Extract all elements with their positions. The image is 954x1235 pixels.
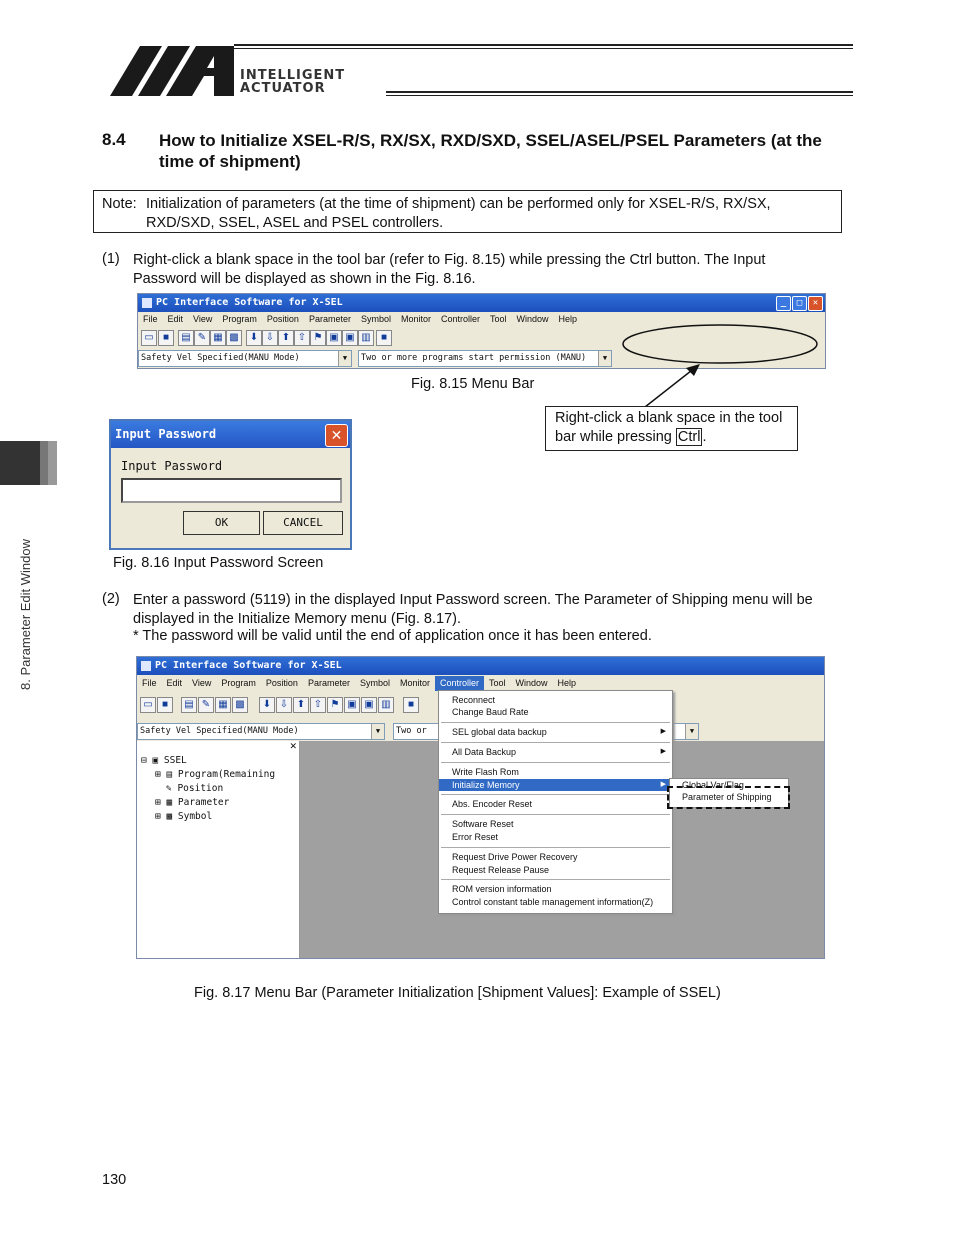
window-titlebar: PC Interface Software for X-SEL _ □ ✕ <box>138 294 825 312</box>
combo-dropdown[interactable] <box>673 723 699 740</box>
highlight-box <box>667 786 790 809</box>
close-button[interactable]: ✕ <box>808 296 823 311</box>
chevron-down-icon[interactable]: ▼ <box>338 351 351 366</box>
safety-vel-combo[interactable]: Safety Vel Specified(MANU Mode) ▼ <box>138 350 352 367</box>
minimize-button[interactable]: _ <box>776 296 791 311</box>
menu-item-reconnect[interactable]: Reconnect <box>452 695 496 705</box>
step-number: (2) <box>102 591 120 607</box>
menu-parameter[interactable]: Parameter <box>308 314 351 324</box>
menu-controller[interactable]: Controller <box>441 314 481 324</box>
menu-program[interactable]: Program <box>222 314 257 324</box>
fig15-caption: Fig. 8.15 Menu Bar <box>411 376 535 392</box>
header-rule <box>234 44 853 46</box>
menu-tool[interactable]: Tool <box>489 678 506 688</box>
menu-tool[interactable]: Tool <box>490 314 507 324</box>
flag-icon[interactable]: ⚑ <box>310 330 326 346</box>
menu-file[interactable]: File <box>142 678 157 688</box>
tree-item-program[interactable]: ⊞ ▤ Program(Remaining <box>155 769 276 780</box>
chapter-label: 8. Parameter Edit Window <box>18 538 33 690</box>
menu-help[interactable]: Help <box>557 678 577 688</box>
menu-separator <box>441 722 670 723</box>
section-title: How to Initialize XSEL-R/S, RX/SX, RXD/SXD, SSEL/ASEL/PSEL Parameters (at the time of shipment) <box>159 131 822 171</box>
submenu-arrow-icon: ▶ <box>660 781 666 788</box>
start-permission-combo[interactable]: Two or <box>393 723 441 740</box>
app-icon <box>142 298 152 308</box>
menu-item-control-constant-table[interactable]: Control constant table management information(Z) <box>452 897 654 907</box>
menu-item-rom-version[interactable]: ROM version information <box>452 884 552 894</box>
menu-item-all-data-backup[interactable]: All Data Backup ▶ <box>452 747 666 757</box>
chapter-tab-stripe <box>48 441 57 485</box>
submenu-arrow-icon: ▶ <box>660 748 666 755</box>
callout-arrow <box>620 322 825 412</box>
menu-item-parameter-of-shipping[interactable]: Parameter of Shipping <box>682 792 772 802</box>
cancel-button[interactable]: CANCEL <box>263 511 343 535</box>
menu-item-abs-encoder-reset[interactable]: Abs. Encoder Reset <box>452 799 533 809</box>
display-icon[interactable]: ▥ <box>358 330 374 346</box>
monitor-alt-icon[interactable]: ▣ <box>361 697 377 713</box>
menu-item-global-var-flag[interactable]: Global Var/Flag <box>682 780 744 790</box>
logo-wordmark: INTELLIGENT ACTUATOR <box>240 68 346 96</box>
menu-position[interactable]: Position <box>265 678 298 688</box>
menu-separator <box>441 814 670 815</box>
fig17-caption: Fig. 8.17 Menu Bar (Parameter Initialization [Shipment Values]: Example of SSEL) <box>194 985 721 1001</box>
header-rule <box>234 48 853 49</box>
chevron-down-icon[interactable]: ▼ <box>685 724 698 739</box>
menu-edit[interactable]: Edit <box>167 314 184 324</box>
submenu-arrow-icon: ▶ <box>660 728 666 735</box>
header-rule <box>386 95 853 96</box>
tree-root[interactable]: ⊟ ▣ SSEL <box>141 755 187 766</box>
menu-separator <box>441 847 670 848</box>
download-icon[interactable]: ⬇ <box>259 697 275 713</box>
menu-help[interactable]: Help <box>558 314 578 324</box>
parameter-icon[interactable]: ▦ <box>210 330 226 346</box>
upload-alt-icon[interactable]: ⇧ <box>294 330 310 346</box>
monitor-alt-icon[interactable]: ▣ <box>342 330 358 346</box>
close-icon[interactable]: ✕ <box>325 424 348 447</box>
symbol-icon[interactable]: ▩ <box>232 697 248 713</box>
step-subnote: * The password will be valid until the end of application once it has been entered. <box>133 628 652 644</box>
close-icon[interactable]: ✕ <box>289 741 297 751</box>
password-label: Input Password <box>121 459 223 473</box>
menu-item-write-flash-rom[interactable]: Write Flash Rom <box>452 767 519 777</box>
header-rule <box>386 91 853 93</box>
stop-icon[interactable]: ■ <box>403 697 419 713</box>
ok-button[interactable]: OK <box>183 511 260 535</box>
note-box <box>93 190 842 233</box>
menu-separator <box>441 742 670 743</box>
dialog-title: Input Password <box>111 421 350 448</box>
tree-panel <box>137 741 300 958</box>
note-label: Note: <box>102 196 137 212</box>
download-icon[interactable]: ⬇ <box>246 330 262 346</box>
flag-icon[interactable]: ⚑ <box>327 697 343 713</box>
download-alt-icon[interactable]: ⇩ <box>262 330 278 346</box>
stop-icon[interactable]: ■ <box>376 330 392 346</box>
page-number: 130 <box>102 1172 127 1188</box>
upload-alt-icon[interactable]: ⇧ <box>310 697 326 713</box>
menu-separator <box>441 794 670 795</box>
menu-separator <box>441 879 670 880</box>
menu-position[interactable]: Position <box>266 314 299 324</box>
menu-controller[interactable]: Controller <box>435 676 484 691</box>
menu-program[interactable]: Program <box>221 678 256 688</box>
ctrl-key: Ctrl <box>677 429 701 445</box>
upload-icon[interactable]: ⬆ <box>278 330 294 346</box>
position-icon[interactable]: ✎ <box>194 330 210 346</box>
menu-window[interactable]: Window <box>516 314 549 324</box>
safety-vel-combo[interactable]: Safety Vel Specified(MANU Mode) ▼ <box>137 723 385 740</box>
step-text: Enter a password (5119) in the displayed Input Password screen. The Parameter of Shipping menu will be displayed in the Initialize Memory menu (Fig. 8.17). <box>133 592 813 627</box>
step-number: (1) <box>102 251 120 267</box>
parameter-icon[interactable]: ▦ <box>215 697 231 713</box>
chapter-tab-stripe <box>40 441 48 485</box>
fig16-caption: Fig. 8.16 Input Password Screen <box>113 555 324 571</box>
menu-monitor[interactable]: Monitor <box>399 678 430 688</box>
menu-item-change-baud-rate[interactable]: Change Baud Rate <box>452 707 529 717</box>
menu-separator <box>441 762 670 763</box>
password-input[interactable] <box>121 478 342 503</box>
menu-parameter[interactable]: Parameter <box>307 678 350 688</box>
program-icon[interactable]: ▤ <box>178 330 194 346</box>
symbol-icon[interactable]: ▩ <box>226 330 242 346</box>
display-icon[interactable]: ▥ <box>378 697 394 713</box>
controller-dropdown <box>438 690 673 914</box>
download-alt-icon[interactable]: ⇩ <box>276 697 292 713</box>
menu-item-error-reset[interactable]: Error Reset <box>452 832 499 842</box>
save-icon[interactable]: ■ <box>157 697 173 713</box>
tree-item-position[interactable]: ✎ Position <box>166 783 224 794</box>
menu-file[interactable]: File <box>143 314 158 324</box>
step-text: Right-click a blank space in the tool bar (refer to Fig. 8.15) while pressing the Ctrl button. The Input Password will be displayed as shown in the Fig. 8.16. <box>133 252 766 287</box>
menu-item-sel-global-backup[interactable]: SEL global data backup ▶ <box>452 727 666 737</box>
window-titlebar: PC Interface Software for X-SEL <box>137 657 824 675</box>
note-text: Initialization of parameters (at the time of shipment) can be performed only for XSEL-R/S, RX/SX, RXD/SXD, SSEL, ASEL and PSEL controllers. <box>146 196 771 231</box>
menu-bar <box>137 676 824 691</box>
tree-item-parameter[interactable]: ⊞ ▦ Parameter <box>155 797 230 808</box>
tree-item-symbol[interactable]: ⊞ ▩ Symbol <box>155 811 213 822</box>
chevron-down-icon[interactable]: ▼ <box>598 351 611 366</box>
section-number: 8.4 <box>102 130 126 149</box>
chevron-down-icon[interactable]: ▼ <box>371 724 384 739</box>
menu-item-drive-power-recovery[interactable]: Request Drive Power Recovery <box>452 852 578 862</box>
menu-item-software-reset[interactable]: Software Reset <box>452 819 514 829</box>
program-icon[interactable]: ▤ <box>181 697 197 713</box>
input-password-dialog <box>109 419 352 550</box>
menu-item-initialize-memory[interactable]: Initialize Memory ▶ <box>439 779 672 791</box>
start-permission-combo[interactable]: Two or more programs start permission (MANU) ▼ <box>358 350 612 367</box>
menu-view[interactable]: View <box>193 314 213 324</box>
menu-symbol[interactable]: Symbol <box>360 314 391 324</box>
position-icon[interactable]: ✎ <box>198 697 214 713</box>
menu-symbol[interactable]: Symbol <box>359 678 390 688</box>
app-icon <box>141 661 151 671</box>
menu-view[interactable]: View <box>192 678 212 688</box>
open-icon[interactable]: ▭ <box>141 330 157 346</box>
open-icon[interactable]: ▭ <box>140 697 156 713</box>
upload-icon[interactable]: ⬆ <box>293 697 309 713</box>
monitor-icon[interactable]: ▣ <box>344 697 360 713</box>
menu-window[interactable]: Window <box>515 678 548 688</box>
menu-edit[interactable]: Edit <box>166 678 183 688</box>
save-icon[interactable]: ■ <box>158 330 174 346</box>
company-logo-icon <box>110 46 234 96</box>
maximize-button[interactable]: □ <box>792 296 807 311</box>
monitor-icon[interactable]: ▣ <box>326 330 342 346</box>
menu-monitor[interactable]: Monitor <box>400 314 431 324</box>
callout-box: Right-click a blank space in the tool bar while pressing Ctrl . <box>545 406 798 451</box>
menu-item-release-pause[interactable]: Request Release Pause <box>452 865 550 875</box>
